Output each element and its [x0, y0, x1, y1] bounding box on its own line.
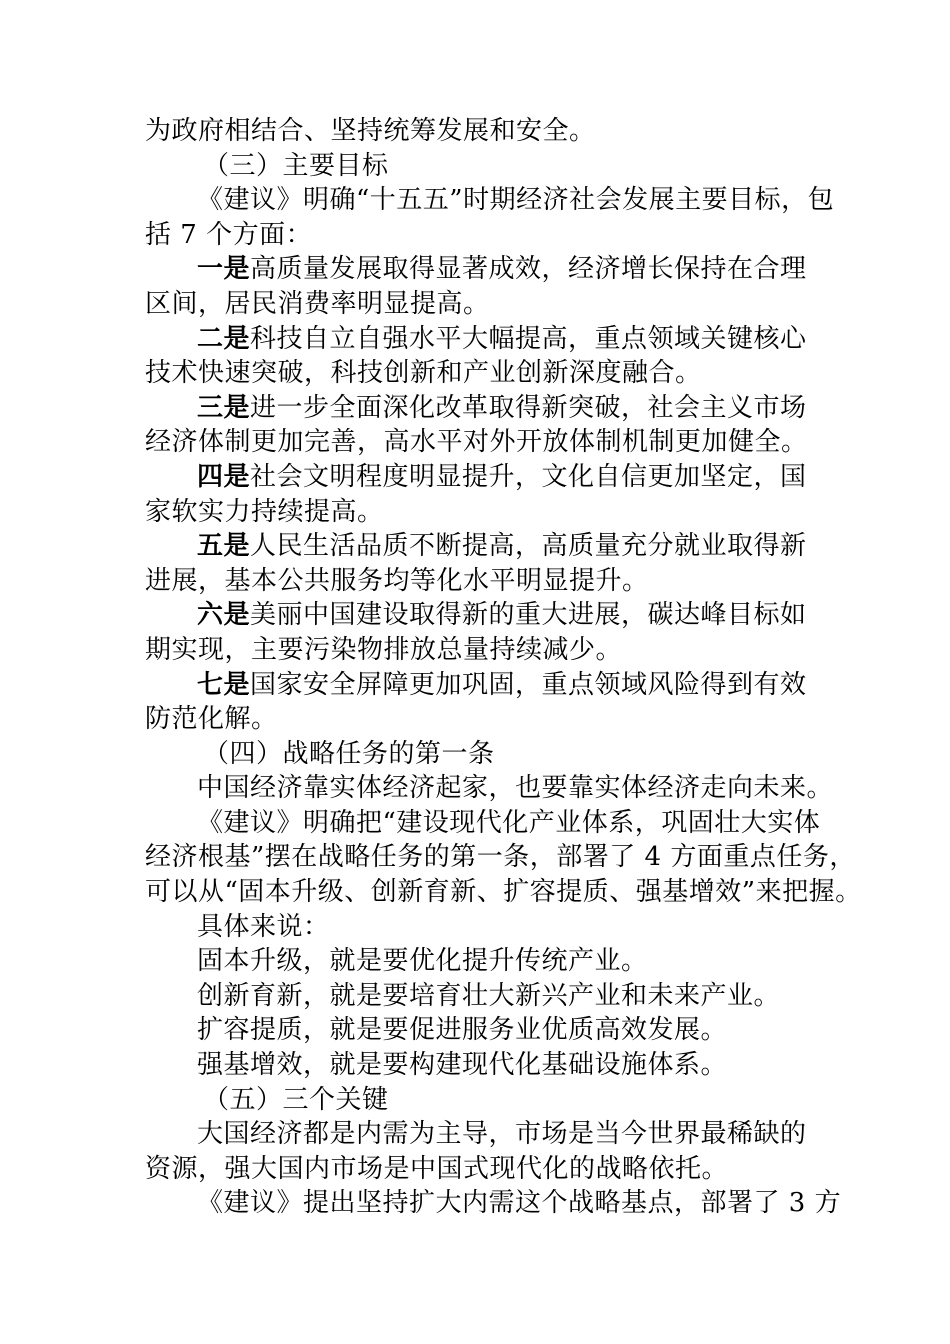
paragraph-line: 资源，强大国内市场是中国式现代化的战略依托。	[145, 1153, 729, 1184]
goal-text: 高质量发展取得显著成效，经济增长保持在合理	[250, 254, 807, 285]
paragraph-line: 区间，居民消费率明显提高。	[145, 288, 490, 319]
paragraph-line: 为政府相结合、坚持统筹发展和安全。	[145, 116, 596, 146]
goal-item-first-line	[145, 598, 810, 633]
goal-item-first-line	[145, 668, 810, 703]
paragraph-line: 经济体制更加完善，高水平对外开放体制机制更加健全。	[145, 427, 808, 458]
goal-item-first-line	[145, 529, 810, 564]
goal-ordinal: 六是	[197, 600, 251, 631]
goal-text: 科技自立自强水平大幅提高，重点领域关键核心	[250, 323, 807, 354]
paragraph-first-line: 扩容提质，就是要促进服务业优质高效发展。	[197, 1015, 728, 1046]
section-heading: （四）战略任务的第一条	[203, 738, 495, 769]
goal-item-first-line	[145, 322, 810, 357]
goal-ordinal: 四是	[197, 461, 251, 492]
goal-text: 人民生活品质不断提高，高质量充分就业取得新	[250, 531, 807, 562]
goal-text: 社会文明程度明显提升，文化自信更加坚定，国	[250, 461, 807, 492]
goal-text: 国家安全屏障更加巩固，重点领域风险得到有效	[250, 669, 807, 700]
paragraph-line: 可以从“固本升级、创新育新、扩容提质、强基增效”来把握。	[145, 877, 862, 908]
goal-ordinal: 三是	[197, 392, 251, 423]
paragraph-first-line: 强基增效，就是要构建现代化基础设施体系。	[197, 1050, 728, 1081]
paragraph-line: 经济根基”摆在战略任务的第一条，部署了 4 方面重点任务，	[145, 842, 856, 873]
paragraph-line: 期实现，主要污染物排放总量持续减少。	[145, 634, 623, 665]
paragraph-first-line: 创新育新，就是要培育壮大新兴产业和未来产业。	[197, 980, 781, 1011]
goal-ordinal: 二是	[197, 323, 251, 354]
paragraph-first-line: 《建议》明确把“建设现代化产业体系，巩固壮大实体	[197, 807, 821, 838]
paragraph-line: 家软实力持续提高。	[145, 496, 384, 527]
goal-ordinal: 一是	[197, 254, 251, 285]
goal-ordinal: 五是	[197, 531, 251, 562]
paragraph-first-line: 中国经济靠实体经济起家，也要靠实体经济走向未来。	[197, 773, 834, 804]
paragraph-line: 技术快速突破，科技创新和产业创新深度融合。	[145, 358, 702, 389]
paragraph-line: 进展，基本公共服务均等化水平明显提升。	[145, 565, 649, 596]
paragraph-line: 括 7 个方面：	[145, 219, 313, 250]
paragraph-first-line: 《建议》明确“十五五”时期经济社会发展主要目标，包	[197, 185, 835, 216]
goal-text: 美丽中国建设取得新的重大进展，碳达峰目标如	[250, 600, 807, 631]
document-body	[145, 114, 862, 1221]
goal-text: 进一步全面深化改革取得新突破，社会主义市场	[250, 392, 807, 423]
section-heading: （五）三个关键	[203, 1084, 389, 1115]
paragraph-line: 防范化解。	[145, 704, 278, 735]
paragraph-first-line: 大国经济都是内需为主导，市场是当今世界最稀缺的	[197, 1119, 807, 1150]
goal-item-first-line	[145, 391, 810, 426]
goal-item-first-line	[145, 252, 810, 287]
paragraph-first-line: 具体来说：	[197, 911, 330, 942]
paragraph-first-line: 固本升级，就是要优化提升传统产业。	[197, 946, 648, 977]
goal-ordinal: 七是	[197, 669, 251, 700]
paragraph-first-line: 《建议》提出坚持扩大内需这个战略基点，部署了 3 方	[197, 1188, 842, 1219]
section-heading: （三）主要目标	[203, 150, 389, 181]
goal-item-first-line	[145, 460, 810, 495]
